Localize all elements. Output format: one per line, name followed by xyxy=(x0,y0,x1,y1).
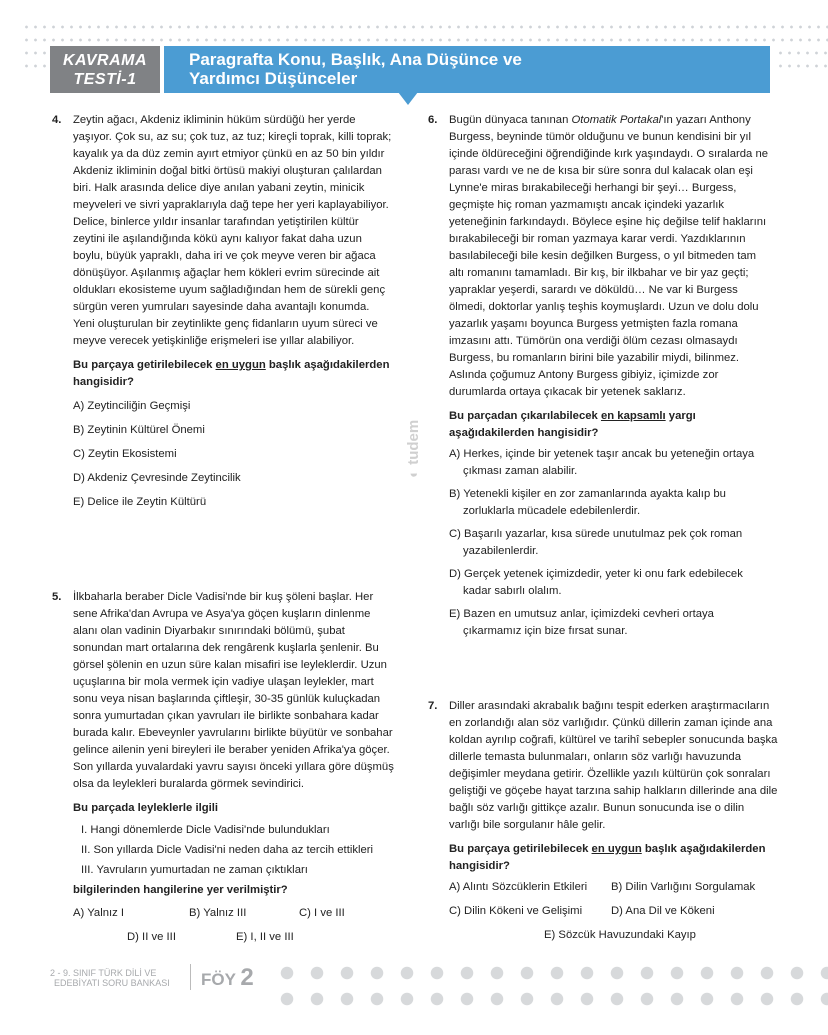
option-b[interactable]: B) Dilin Varlığını Sorgulamak xyxy=(611,881,756,893)
stem-text: Bu parçaya getirilebilecek xyxy=(73,359,216,371)
decor-dots xyxy=(22,64,46,68)
option-c[interactable]: C) Dilin Kökeni ve Gelişimi xyxy=(449,905,583,917)
question-stem xyxy=(449,408,773,442)
option-d[interactable]: D) Akdeniz Çevresinde Zeytincilik xyxy=(73,472,241,484)
book-title: Otomatik Portakal xyxy=(571,114,662,126)
statement-1: I. Hangi dönemlerde Dicle Vadisi'nde bulundukları xyxy=(81,824,330,836)
option-d[interactable]: D) Ana Dil ve Kökeni xyxy=(611,905,715,917)
question-4 xyxy=(52,112,392,511)
book-name-line2: EDEBİYATI SORU BANKASI xyxy=(54,978,170,988)
test-label xyxy=(50,46,160,93)
question-number: 5. xyxy=(52,591,62,603)
question-5 xyxy=(52,589,397,946)
title-pointer xyxy=(398,92,418,105)
question-6 xyxy=(428,112,773,640)
watermark-text: tudem xyxy=(405,419,422,465)
question-number: 6. xyxy=(428,114,438,126)
stem-text: başlık aşağıdakilerden hangisidir? xyxy=(449,843,766,872)
option-a[interactable]: A) Alıntı Sözcüklerin Etkileri xyxy=(449,881,588,893)
decor-dots xyxy=(776,51,828,55)
option-e[interactable]: E) Bazen en umutsuz anlar, içimizdeki cevheri ortaya çıkarmamız için bize fırsat sunar. xyxy=(449,608,714,637)
option-e[interactable]: E) I, II ve III xyxy=(236,931,294,943)
statement-3: III. Yavruların yumurtadan ne zaman çıktıkları xyxy=(81,864,308,876)
option-c[interactable]: C) I ve III xyxy=(299,907,345,919)
decor-dots xyxy=(22,38,828,42)
stem-emphasis: en uygun xyxy=(215,359,266,371)
foy-text: FÖY xyxy=(201,970,236,989)
question-stem xyxy=(73,357,392,391)
foy-label xyxy=(190,964,254,990)
question-stem: Bu parçada leyleklerle ilgili xyxy=(73,802,219,814)
option-e[interactable]: E) Sözcük Havuzundaki Kayıp xyxy=(544,929,696,941)
question-passage: Zeytin ağacı, Akdeniz ikliminin hüküm sürdüğü her yerde yaşıyor. Çok su, az su; çok tuz, az tuz; kireçli toprak, killi toprak; kayalık ya da düz zemin ayırt etmiyor çünkü en az 50 bin yıldır Akdeniz ikliminin doğal bitki örtüsü makiyi oluşturan çalılardan biri. Halk arasında delice diye anılan yabani zeytin, minicik meyveleri ve sivri yapraklarıyla dağ tepe her yeri kaplayabiliyor. Delice, binlerce yıldır insanlar tarafından yetiştirilen kültür zeytini ile aşılandığında kökü aynı kalıyor fakat daha uzun boylu, büyük yapraklı, daha iri ve çok meyve veren bir ağaca dönüşüyor. Aşılanmış ağaçlar hem kökleri evrim sürecinde ait oldukları ekosisteme uyum sağladığından hem de sürekli genç sürgün veren yumruları sayesinde daha avantajlı konumda. Yeni oluşturulan bir zeytinlikte genç fidanların uyum süreci ve meyve verecek yetişkinliğe erişmeleri ise yıllar alabiliyor. xyxy=(73,114,392,347)
title-line2: Yardımcı Düşünceler xyxy=(189,69,358,88)
option-d[interactable]: D) Gerçek yetenek içimizdedir, yeter ki onu fark edebilecek kadar sabırlı olalım. xyxy=(449,568,743,597)
statement-2: II. Son yıllarda Dicle Vadisi'ni neden daha az tercih ettikleri xyxy=(81,844,374,856)
foy-number: 2 xyxy=(240,964,254,991)
option-a[interactable]: A) Herkes, içinde bir yetenek taşır ancak bu yeteneğin ortaya çıkması zaman alabilir. xyxy=(449,448,755,477)
book-name xyxy=(50,968,170,988)
option-c[interactable]: C) Başarılı yazarlar, kısa sürede unutulmaz pek çok roman yazabilenlerdir. xyxy=(449,528,743,557)
option-e[interactable]: E) Delice ile Zeytin Kültürü xyxy=(73,496,207,508)
decor-dots xyxy=(776,64,828,68)
option-a[interactable]: A) Zeytinciliğin Geçmişi xyxy=(73,400,191,412)
option-b[interactable]: B) Yalnız III xyxy=(189,907,247,919)
book-name-line1: 2 - 9. SINIF TÜRK DİLİ VE xyxy=(50,968,157,978)
test-label-line1: KAVRAMA xyxy=(62,52,148,69)
option-b[interactable]: B) Yetenekli kişiler en zor zamanlarında ayakta kalıp bu zorluklarla mücadele edebilenlerdir. xyxy=(449,488,726,517)
question-passage: Diller arasındaki akrabalık bağını tespit ederken araştırmacıların en zorlandığı alan söz varlığıdır. Çünkü dillerin zaman içinde ana koldan ayrılıp coğrafi, kültürel ve tarihî sebepler sonucunda başka dillerle temasta bulunmaları, onların söz varlığı havuzunda değişimler meydana getirir. Özellikle yazılı kültürün çok sonraları geliştiği ve göçebe hayat tarzına sahip halkların dillerinde ana dile bağlı söz varlığı gittikçe azalır. Bunun sonucunda ise o dilin varlığı bile sorgulanır hâle gelir. xyxy=(449,700,778,831)
stem-text: Bu parçadan çıkarılabilecek xyxy=(449,410,601,422)
option-d[interactable]: D) II ve III xyxy=(127,931,176,943)
stem-text: Bu parçaya getirilebilecek xyxy=(449,843,592,855)
passage-text: Bugün dünyaca tanınan xyxy=(449,114,572,126)
question-number: 7. xyxy=(428,700,438,712)
question-stem-2: bilgilerinden hangilerine yer verilmiştir? xyxy=(73,884,288,896)
stem-text: başlık aşağıdakilerden hangisidir? xyxy=(73,359,390,388)
question-stem xyxy=(449,841,778,875)
title-line1: Paragrafta Konu, Başlık, Ana Düşünce ve xyxy=(189,50,522,69)
question-passage xyxy=(449,112,773,401)
footer-dots xyxy=(272,966,828,980)
stem-emphasis: en kapsamlı xyxy=(600,410,666,422)
stem-text: yargı aşağıdakilerden hangisidir? xyxy=(449,410,696,439)
decor-dots xyxy=(22,25,828,29)
decor-dots xyxy=(22,51,46,55)
question-7 xyxy=(428,698,778,944)
test-label-line2: TESTİ-1 xyxy=(73,71,137,88)
page-title xyxy=(164,46,770,93)
stem-emphasis: en uygun xyxy=(591,843,642,855)
option-c[interactable]: C) Zeytin Ekosistemi xyxy=(73,448,177,460)
footer-dots xyxy=(272,992,828,1006)
question-passage: İlkbaharla beraber Dicle Vadisi'nde bir kuş şöleni başlar. Her sene Afrika'dan Avrupa ve Asya'ya göçen kuşların dinlenme alanı olan vadinin Diyarbakır sınırındaki bölümü, şubat sonundan mart ortalarına dek rengârenk kuşlarla şenlenir. Bu görsel şölenin en uzun süre kalan misafiri ise leyleklerdir. Uzun uçuşlarına bir mola vermek için vadiye ulaşan leylekler, mart sonu veya nisan başlarında çiftleşir, 30-35 günlük kuluçkadan sonra yumurtadan çıkan yavruları ile birlikte sonbahara kadar burada kalır. Ebeveynler yavrularını birlikte büyütür ve sonbahar gelince ailenin yeni bireyleri ile beraber yeniden Afrika'ya göçer. Son yıllarda yuvalardaki yavru sayısı önceki yıllara göre düşmüş olsa da leylekleri buralarda görmek sevindirici. xyxy=(73,591,394,790)
question-number: 4. xyxy=(52,114,62,126)
option-a[interactable]: A) Yalnız I xyxy=(73,907,125,919)
passage-text: 'ın yazarı Anthony Burgess, beyninde tümör olduğunu ve bunun kendisini bir yıl içinde öldüreceğini öğrendiğinde kırk yaşındaydı. O sıralarda ne parası vardı ve ne de kısa bir süre sonra dul kalacak olan eşi Lynne'e miras bırakabileceği herhangi bir şeyi… Burgess, geçmişte hiç roman yazmamıştı ancak içindeki yazarlık yeteneğinin farkındaydı. Böylece eşine hiç değilse telif haklarını bırakabileceği bir roman yazmaya karar verdi. Yazdıklarının basılabileceği bile kesin değilken Burgess, o yıl bitmeden tam altı romanını tamamladı. Bir kış, bir ilkbahar ve bir yaz geçti; yapraklar yeşerdi, sarardı ve döküldü… Ne var ki Burgess ölmedi, doktorlar yanlış teşhis koymuşlardı. Uzun ve dolu dolu yazarlık yaşamı boyunca Burgess yetmişten fazla romana imzasını attı. Tümörün ona verdiği ölüm cezası olmasaydı Burgess, bu romanların birini bile yazabilir miydi, bilinmez. Aslında çoğumuz Antony Burgess gibiyiz, içimizde zor durumlarda ortaya çıkacak bir yetenek saklarız. xyxy=(449,114,769,398)
tudem-watermark: ◐ tudem xyxy=(405,419,422,478)
option-b[interactable]: B) Zeytinin Kültürel Önemi xyxy=(73,424,205,436)
